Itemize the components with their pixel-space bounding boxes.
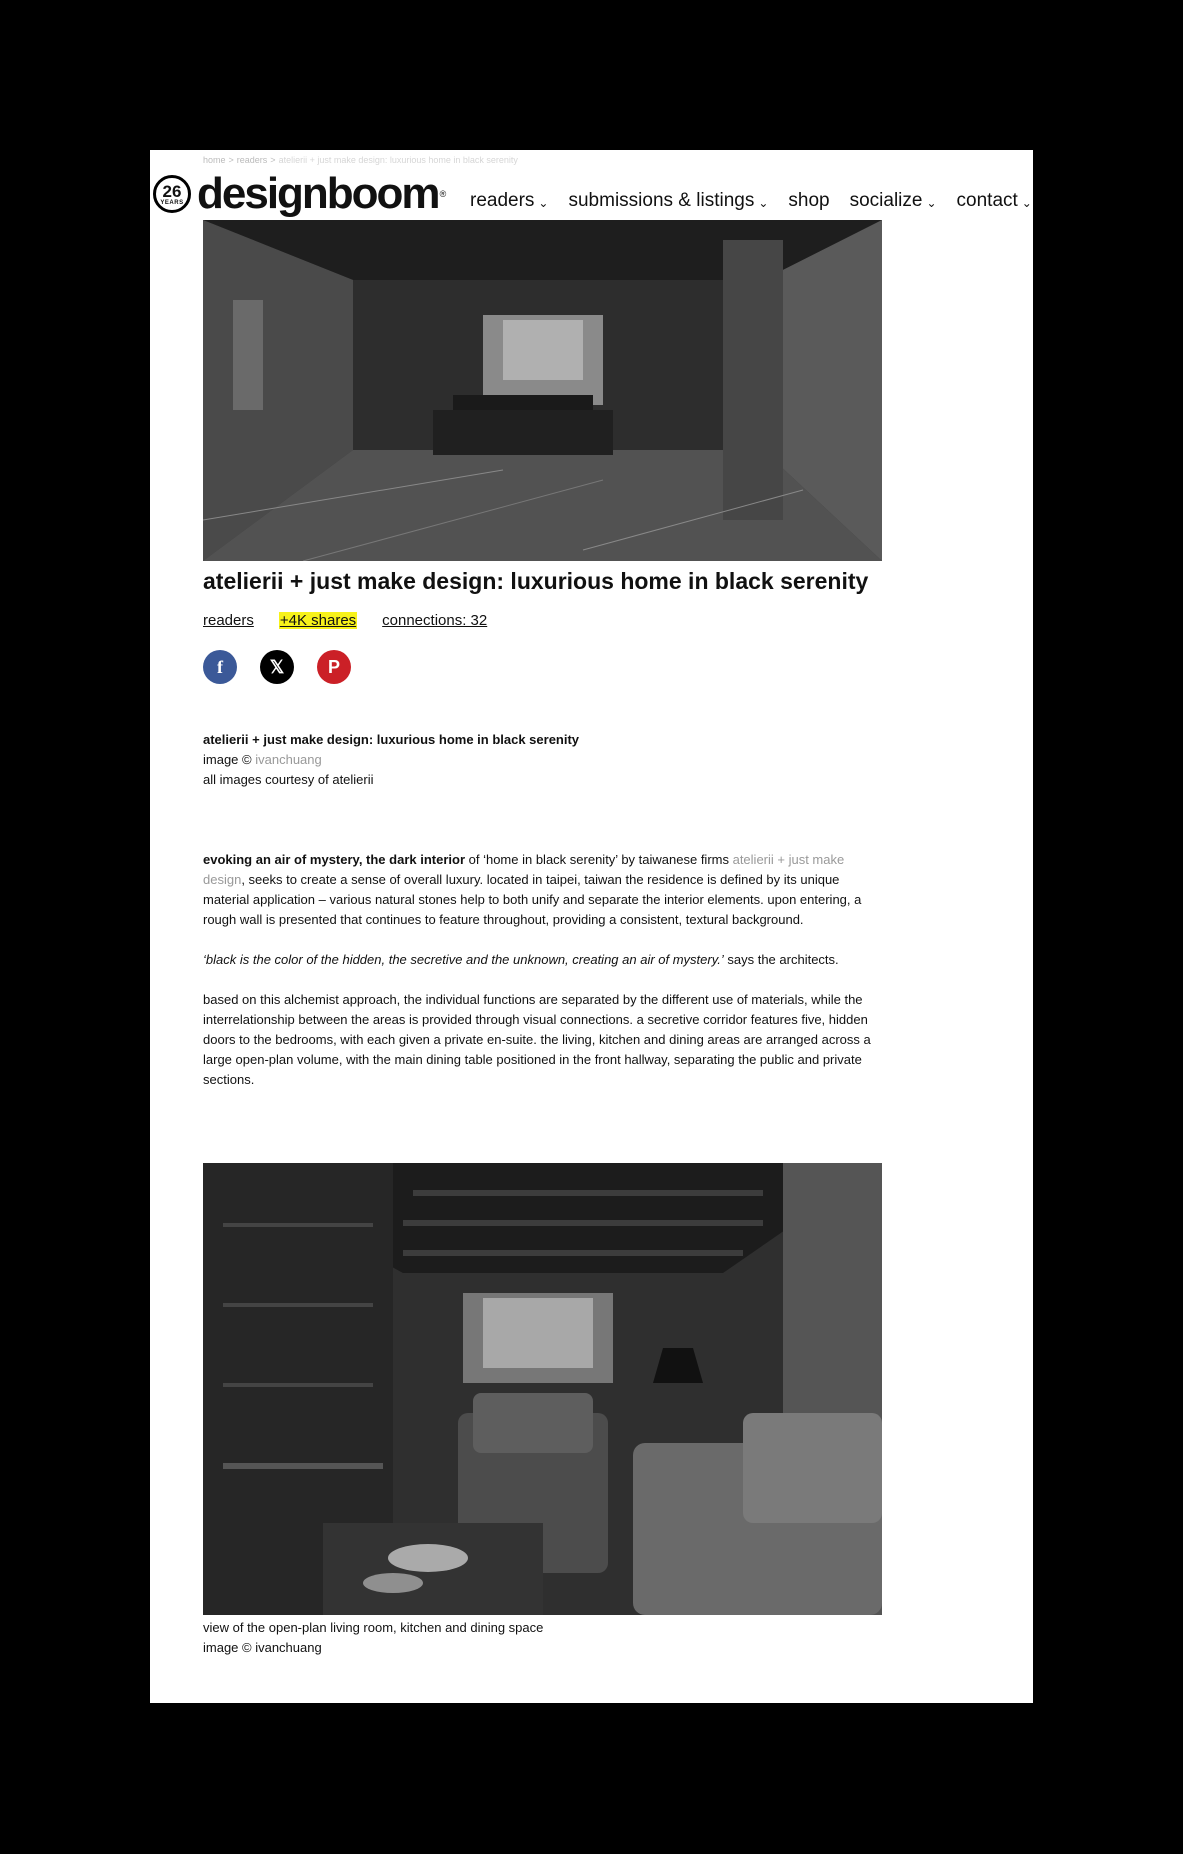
article-title: atelierii + just make design: luxurious home in black serenity	[203, 568, 869, 594]
category-link[interactable]: readers	[203, 612, 254, 629]
x-icon[interactable]: 𝕏	[260, 650, 294, 684]
registered-mark: ®	[439, 189, 447, 199]
connections-link[interactable]: connections: 32	[382, 612, 488, 629]
main-nav	[470, 190, 1032, 212]
body-paragraph-quote: ‘black is the color of the hidden, the secretive and the unknown, creating an air of mystery.’ says the architects.	[203, 952, 839, 967]
living-room-caption	[203, 1618, 543, 1658]
chevron-down-icon: ⌄	[926, 196, 937, 210]
shares-link[interactable]: +4K shares	[279, 612, 357, 629]
logo-wordmark: designboom	[197, 169, 439, 218]
body-paragraph-1: evoking an air of mystery, the dark interior of ‘home in black serenity’ by taiwanese firms atelierii + just make design, seeks to create a sense of overall luxury. located in taipei, taiwan the residence is defined by its unique material application – various natural stones help to both unify and separate the interior elements. upon entering, a rough wall is presented that continues to feature throughout, providing a consistent, textural background.	[203, 852, 862, 927]
nav-readers[interactable]: readers ⌄	[470, 190, 549, 211]
anniversary-badge: 26 YEARS	[153, 175, 191, 213]
courtesy-text: all images courtesy of atelierii	[203, 772, 374, 787]
nav-submissions-listings[interactable]: submissions & listings ⌄	[568, 190, 769, 211]
caption-title: atelierii + just make design: luxurious home in black serenity	[203, 732, 580, 747]
body-paragraph-3: based on this alchemist approach, the individual functions are separated by the different use of materials, while the interrelationship between the areas is provided through visual connections. a secretive corridor features five, hidden doors to the bedrooms, with each given a private en-suite. the living, kitchen and dining areas are arranged across a large open-plan volume, with the main dining table positioned in the front hallway, separating the public and private sections.	[203, 992, 871, 1087]
living-room-image	[203, 1163, 882, 1615]
hero-caption: atelierii + just make design: luxurious home in black serenity image © ivanchuang all images courtesy of atelierii	[203, 732, 580, 787]
breadcrumb-readers[interactable]: readers	[236, 155, 268, 165]
breadcrumb-home[interactable]: home	[203, 155, 226, 165]
photographer-link[interactable]: ivanchuang	[255, 752, 322, 767]
caption-text: view of the open-plan living room, kitchen and dining space	[203, 1620, 544, 1635]
nav-socialize[interactable]: socialize ⌄	[849, 190, 937, 211]
article-body	[203, 850, 888, 1110]
breadcrumb: home > readers > atelierii + just make design: luxurious home in black serenity	[203, 155, 518, 165]
article-meta	[203, 612, 487, 629]
designboom-logo[interactable]	[153, 169, 447, 218]
page	[150, 150, 1033, 1703]
social-share-buttons	[203, 650, 351, 684]
pinterest-icon[interactable]: P	[317, 650, 351, 684]
chevron-down-icon: ⌄	[538, 196, 549, 210]
facebook-icon[interactable]: f	[203, 650, 237, 684]
hero-image-dining-room	[203, 220, 882, 561]
breadcrumb-current: atelierii + just make design: luxurious home in black serenity	[278, 155, 518, 165]
nav-contact[interactable]: contact ⌄	[956, 190, 1032, 211]
chevron-down-icon: ⌄	[1021, 196, 1032, 210]
chevron-down-icon: ⌄	[758, 196, 769, 210]
nav-shop[interactable]: shop	[788, 190, 830, 211]
caption-credit: image © ivanchuang	[203, 1640, 322, 1655]
firms-link[interactable]: atelierii + just make design	[203, 852, 845, 887]
